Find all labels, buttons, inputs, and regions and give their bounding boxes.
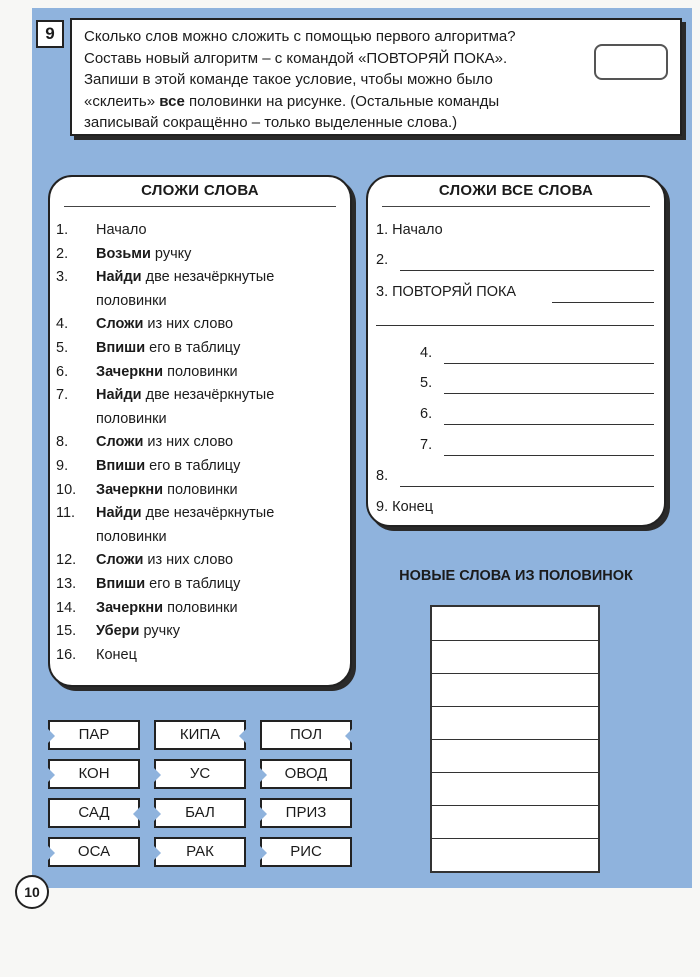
step-rest: половинки — [163, 363, 238, 380]
new-words-table[interactable] — [430, 605, 600, 873]
step-number: 13. — [56, 575, 77, 592]
task-text — [84, 26, 589, 134]
algorithm-step — [56, 361, 346, 385]
step-rest: две незачёркнутые — [141, 269, 275, 286]
step-text — [96, 337, 240, 361]
step-command: Зачеркни — [96, 481, 164, 498]
algorithm-step — [56, 266, 346, 290]
word-card-osa[interactable]: ОСА — [48, 837, 140, 867]
algorithm-step — [56, 526, 346, 550]
right-line-10-label: 9. Конец — [376, 499, 434, 515]
table-row — [432, 706, 598, 707]
task-line-5: записывай сокращённо – только выделенные слова.) — [84, 114, 458, 131]
step-command: Зачеркни — [96, 599, 164, 616]
step-rest: половинки — [96, 410, 167, 427]
step-number: 14. — [56, 599, 77, 616]
table-row — [432, 838, 598, 839]
step-command: Сложи — [96, 552, 144, 569]
step-text — [96, 597, 238, 621]
right-panel — [366, 175, 666, 527]
algorithm-step — [56, 431, 346, 455]
step-number: 2. — [56, 245, 69, 262]
word-card-pol[interactable]: ПОЛ — [260, 720, 352, 750]
word-card-us[interactable]: УС — [154, 759, 246, 789]
left-panel — [48, 175, 352, 687]
step-command: Убери — [96, 623, 140, 640]
table-row — [432, 739, 598, 740]
word-card-kon[interactable]: КОН — [48, 759, 140, 789]
step-rest: из них слово — [143, 552, 234, 569]
word-card-kipa[interactable]: КИПА — [154, 720, 246, 750]
step-number: 11. — [56, 505, 76, 522]
task-line-1: Сколько слов можно сложить с помощью первого алгоритма? — [84, 28, 516, 45]
step-rest: половинки — [96, 292, 167, 309]
algorithm-step — [56, 620, 346, 644]
step-number: 16. — [56, 646, 77, 663]
algorithm-step — [56, 455, 346, 479]
task-line-4-end: половинки на рисунке. (Остальные команды — [184, 92, 500, 110]
step-rest: Начало — [96, 222, 147, 238]
word-card-ovod[interactable]: ОВОД — [260, 759, 352, 789]
step-number: 1. — [56, 222, 69, 238]
step-command: Впиши — [96, 457, 146, 474]
answer-line[interactable] — [444, 363, 654, 364]
step-text — [96, 313, 233, 337]
step-text — [96, 455, 240, 479]
step-command: Найди — [96, 505, 142, 522]
step-command: Впиши — [96, 575, 146, 592]
word-card-priz[interactable]: ПРИЗ — [260, 798, 352, 828]
step-rest: его в таблицу — [145, 575, 241, 592]
step-number: 9. — [56, 457, 69, 474]
step-rest: из них слово — [143, 434, 234, 451]
step-rest: ручку — [150, 245, 192, 262]
step-command: Найди — [96, 387, 142, 404]
step-rest: ручку — [139, 623, 180, 640]
step-rest: половинки — [96, 528, 167, 545]
right-line-1-label: 1. Начало — [376, 222, 443, 238]
step-number: 3. — [56, 269, 69, 286]
task-box — [70, 18, 682, 136]
step-text — [96, 243, 191, 267]
step-rest: его в таблицу — [145, 339, 241, 356]
algorithm-step — [56, 597, 346, 621]
step-rest: Конец — [96, 646, 137, 663]
step-number: 8. — [56, 434, 69, 451]
answer-line[interactable] — [444, 393, 654, 394]
task-line-4 — [84, 91, 589, 113]
step-command: Сложи — [96, 316, 144, 333]
step-rest: две незачёркнутые — [141, 505, 275, 522]
left-panel-title: СЛОЖИ СЛОВА — [141, 182, 259, 199]
answer-box[interactable] — [594, 44, 668, 80]
table-row — [432, 640, 598, 641]
answer-line[interactable] — [552, 302, 654, 303]
step-command: Возьми — [96, 245, 151, 262]
right-line-7-label: 6. — [420, 406, 433, 422]
right-line-2-label: 2. — [376, 252, 389, 268]
algorithm-steps — [56, 219, 346, 667]
right-panel-title: СЛОЖИ ВСЕ СЛОВА — [438, 182, 594, 199]
step-command: Сложи — [96, 434, 144, 451]
algorithm-step — [56, 549, 346, 573]
step-text — [96, 573, 240, 597]
algorithm-step — [56, 384, 346, 408]
algorithm-step — [56, 408, 346, 432]
page-number: 10 — [15, 875, 49, 909]
word-card-ris[interactable]: РИС — [260, 837, 352, 867]
step-command: Зачеркни — [96, 363, 164, 380]
step-command: Найди — [96, 269, 142, 286]
answer-line[interactable] — [444, 455, 654, 456]
algorithm-step — [56, 337, 346, 361]
step-text — [96, 361, 238, 385]
step-rest: две незачёркнутые — [141, 387, 275, 404]
algorithm-step — [56, 479, 346, 503]
task-line-2: Составь новый алгоритм – с командой «ПОВТОРЯЙ ПОКА». — [84, 49, 508, 67]
step-number: 12. — [56, 552, 77, 569]
table-row — [432, 805, 598, 806]
task-line-4-bold: все — [159, 92, 185, 110]
answer-line[interactable] — [400, 270, 654, 271]
task-line-4-start: «склеить» — [84, 92, 160, 110]
right-line-8-label: 7. — [420, 437, 433, 453]
algorithm-step — [56, 243, 346, 267]
right-line-5-label: 4. — [420, 345, 433, 361]
word-card-sad[interactable]: САД — [48, 798, 140, 828]
task-line-3: Запиши в этой команде такое условие, чтобы можно было — [84, 71, 493, 88]
step-text — [96, 384, 274, 408]
left-panel-title-rule — [64, 206, 336, 207]
step-text — [96, 479, 238, 503]
step-text — [96, 502, 274, 526]
step-number: 7. — [56, 387, 69, 404]
answer-line[interactable] — [400, 486, 654, 487]
algorithm-step — [56, 290, 346, 314]
right-panel-title-rule — [382, 206, 650, 207]
answer-line[interactable] — [444, 424, 654, 425]
step-number: 6. — [56, 363, 69, 380]
right-line-6-label: 5. — [420, 375, 433, 391]
step-text — [96, 431, 233, 455]
step-rest: его в таблицу — [145, 457, 241, 474]
step-text — [96, 526, 167, 550]
step-rest: из них слово — [143, 316, 234, 333]
algorithm-step — [56, 313, 346, 337]
step-number: 4. — [56, 316, 69, 333]
word-card-bal[interactable]: БАЛ — [154, 798, 246, 828]
right-line-9-label: 8. — [376, 468, 389, 484]
step-rest: половинки — [163, 599, 238, 616]
step-text — [96, 549, 233, 573]
new-words-title: НОВЫЕ СЛОВА ИЗ ПОЛОВИНОК — [399, 568, 633, 584]
step-rest: половинки — [163, 481, 238, 498]
task-number: 9 — [36, 20, 64, 48]
step-command: Впиши — [96, 339, 146, 356]
table-row — [432, 673, 598, 674]
word-card-rak[interactable]: РАК — [154, 837, 246, 867]
step-text — [96, 644, 137, 668]
word-card-par[interactable]: ПАР — [48, 720, 140, 750]
right-line-3-label: 3. ПОВТОРЯЙ ПОКА — [376, 284, 517, 300]
algorithm-step — [56, 502, 346, 526]
step-text — [96, 620, 180, 644]
table-row — [432, 772, 598, 773]
algorithm-step — [56, 219, 346, 243]
step-text — [96, 408, 167, 432]
step-text — [96, 290, 167, 314]
algorithm-step — [56, 573, 346, 597]
algorithm-step — [56, 644, 346, 668]
step-number: 10. — [56, 481, 77, 498]
step-text — [96, 219, 147, 243]
answer-line[interactable] — [376, 325, 654, 326]
step-text — [96, 266, 274, 290]
step-number: 15. — [56, 623, 77, 640]
step-number: 5. — [56, 339, 69, 356]
